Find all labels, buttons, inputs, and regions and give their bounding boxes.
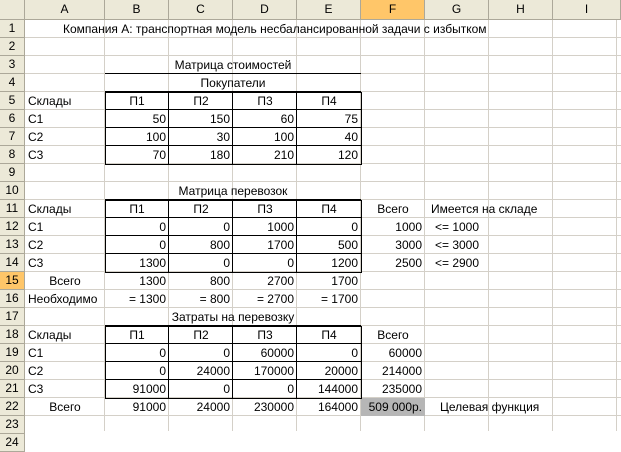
shipping-header-p4[interactable]: П4: [321, 202, 337, 216]
costs-cell[interactable]: 0: [223, 382, 230, 396]
table-border: [168, 200, 169, 273]
costs-cell[interactable]: 0: [287, 382, 294, 396]
cost-cell[interactable]: 100: [273, 130, 294, 144]
table-border: [105, 253, 361, 254]
shipping-total-header[interactable]: Всего: [377, 202, 409, 216]
column-header-f[interactable]: F: [361, 0, 425, 20]
costs-cell[interactable]: 60000: [260, 346, 294, 360]
shipping-cell[interactable]: 800: [209, 238, 230, 252]
table-border: [105, 343, 361, 344]
shipping-sum[interactable]: 1700: [331, 274, 358, 288]
costs-cell[interactable]: 20000: [324, 364, 358, 378]
costs-cell[interactable]: 170000: [253, 364, 294, 378]
costs-row-label[interactable]: С3: [28, 382, 44, 396]
shipping-row-label[interactable]: С2: [28, 238, 44, 252]
costs-sum[interactable]: 24000: [196, 400, 230, 414]
table-border: [232, 92, 233, 165]
table-border: [296, 92, 297, 165]
cost-cell[interactable]: 40: [344, 130, 358, 144]
column-header-e[interactable]: E: [297, 0, 361, 20]
row-header-1[interactable]: 1: [0, 20, 25, 38]
costs-cell[interactable]: 0: [159, 346, 166, 360]
table-border: [105, 235, 361, 236]
column-header-c[interactable]: C: [169, 0, 233, 20]
row-header-15[interactable]: 15: [0, 272, 25, 290]
costs-cell[interactable]: 0: [351, 346, 358, 360]
shipping-stock-limit[interactable]: <= 3000: [434, 238, 480, 252]
cost-cell[interactable]: 70: [152, 148, 166, 162]
shipping-sum[interactable]: 800: [209, 274, 230, 288]
cost-header-p1[interactable]: П1: [129, 94, 145, 108]
shipping-row-label[interactable]: С3: [28, 256, 44, 270]
table-border: [105, 109, 361, 110]
shipping-cell[interactable]: 1700: [267, 238, 294, 252]
column-header-b[interactable]: B: [105, 0, 169, 20]
shipping-cell[interactable]: 1000: [267, 220, 294, 234]
row-header-6[interactable]: 6: [0, 110, 25, 128]
row-header-16[interactable]: 16: [0, 290, 25, 308]
shipping-sum[interactable]: 2700: [267, 274, 294, 288]
row-header-8[interactable]: 8: [0, 146, 25, 164]
shipping-row-total[interactable]: 2500: [395, 256, 422, 270]
costs-header-p3[interactable]: П3: [257, 328, 273, 342]
cost-buyers-label[interactable]: Покупатели: [200, 76, 266, 90]
table-border: [168, 92, 169, 165]
row-header-14[interactable]: 14: [0, 254, 25, 272]
shipping-header-p2[interactable]: П2: [193, 202, 209, 216]
column-header-h[interactable]: H: [489, 0, 553, 20]
cost-cell[interactable]: 100: [145, 130, 166, 144]
shipping-row-total[interactable]: 3000: [395, 238, 422, 252]
cost-cell[interactable]: 120: [337, 148, 358, 162]
column-header-i[interactable]: I: [553, 0, 621, 20]
table-border: [232, 326, 233, 399]
shipping-header-p3[interactable]: П3: [257, 202, 273, 216]
gridline: [616, 20, 617, 431]
row-header-2[interactable]: 2: [0, 38, 25, 56]
shipping-header-p1[interactable]: П1: [129, 202, 145, 216]
costs-cell[interactable]: 0: [223, 346, 230, 360]
cost-header-p2[interactable]: П2: [193, 94, 209, 108]
cost-cell[interactable]: 75: [344, 112, 358, 126]
table-border: [105, 361, 361, 362]
table-border: [296, 200, 297, 273]
grand-total-cell[interactable]: 509 000р.: [361, 398, 425, 416]
row-header-7[interactable]: 7: [0, 128, 25, 146]
costs-sum-label[interactable]: Всего: [49, 400, 81, 414]
costs-cell[interactable]: 24000: [196, 364, 230, 378]
costs-header-p2[interactable]: П2: [193, 328, 209, 342]
row-header-21[interactable]: 21: [0, 380, 25, 398]
costs-row-total[interactable]: 60000: [388, 346, 422, 360]
shipping-stock-limit[interactable]: <= 2900: [434, 256, 480, 270]
cost-cell[interactable]: 180: [209, 148, 230, 162]
row-header-3[interactable]: 3: [0, 56, 25, 74]
shipping-sum-label[interactable]: Всего: [49, 274, 81, 288]
table-border: [105, 325, 361, 326]
row-header-23[interactable]: 23: [0, 416, 25, 434]
costs-sum[interactable]: 91000: [132, 400, 166, 414]
column-header-g[interactable]: G: [425, 0, 489, 20]
shipping-need[interactable]: = 800: [199, 292, 230, 306]
shipping-cell[interactable]: 0: [223, 220, 230, 234]
costs-warehouses-label[interactable]: Склады: [28, 328, 72, 342]
row-header-12[interactable]: 12: [0, 218, 25, 236]
table-border: [296, 326, 297, 399]
shipping-cell[interactable]: 0: [159, 220, 166, 234]
row-header-17[interactable]: 17: [0, 308, 25, 326]
cost-matrix-title[interactable]: Матрица стоимостей: [174, 58, 292, 72]
shipping-sum[interactable]: 1300: [139, 274, 166, 288]
shipping-cell[interactable]: 500: [337, 238, 358, 252]
table-border: [105, 199, 361, 200]
costs-cell[interactable]: 144000: [317, 382, 358, 396]
shipping-cell[interactable]: 1300: [139, 256, 166, 270]
shipping-cell[interactable]: 0: [351, 220, 358, 234]
row-header-11[interactable]: 11: [0, 200, 25, 218]
costs-total-header[interactable]: Всего: [377, 328, 409, 342]
costs-row-label[interactable]: С2: [28, 364, 44, 378]
table-border: [105, 217, 361, 218]
shipping-stock-header[interactable]: Имеется на складе: [431, 202, 538, 216]
row-header-20[interactable]: 20: [0, 362, 25, 380]
shipping-cell[interactable]: 1200: [331, 256, 358, 270]
shipping-need-label[interactable]: Необходимо: [28, 292, 98, 306]
row-header-9[interactable]: 9: [0, 164, 25, 182]
column-header-a[interactable]: A: [25, 0, 105, 20]
cost-cell[interactable]: 210: [273, 148, 294, 162]
shipping-cell[interactable]: 0: [159, 238, 166, 252]
row-header-18[interactable]: 18: [0, 326, 25, 344]
shipping-need[interactable]: = 1300: [128, 292, 166, 306]
cost-header-p3[interactable]: П3: [257, 94, 273, 108]
cost-cell[interactable]: 50: [152, 112, 166, 126]
shipping-matrix-title[interactable]: Матрица перевозок: [178, 184, 288, 198]
costs-cell[interactable]: 91000: [132, 382, 166, 396]
cost-row-label[interactable]: С1: [28, 112, 44, 126]
costs-row-total[interactable]: 235000: [381, 382, 422, 396]
shipping-cell[interactable]: 0: [223, 256, 230, 270]
shipping-warehouses-label[interactable]: Склады: [28, 202, 72, 216]
row-header-13[interactable]: 13: [0, 236, 25, 254]
cost-row-label[interactable]: С3: [28, 148, 44, 162]
table-border: [232, 200, 233, 273]
column-header-d[interactable]: D: [233, 0, 297, 20]
costs-cell[interactable]: 0: [159, 364, 166, 378]
costs-sum[interactable]: 230000: [253, 400, 294, 414]
cost-warehouses-label[interactable]: Склады: [28, 94, 72, 108]
table-border: [105, 91, 361, 92]
costs-row-label[interactable]: С1: [28, 346, 44, 360]
cost-row-label[interactable]: С2: [28, 130, 44, 144]
cost-cell[interactable]: 150: [209, 112, 230, 126]
row-header-5[interactable]: 5: [0, 92, 25, 110]
costs-header-p1[interactable]: П1: [129, 328, 145, 342]
costs-row-total[interactable]: 214000: [381, 364, 422, 378]
costs-table-title[interactable]: Затраты на перевозку: [171, 310, 295, 324]
cost-cell[interactable]: 30: [216, 130, 230, 144]
row-header-22[interactable]: 22: [0, 398, 25, 416]
row-header-19[interactable]: 19: [0, 344, 25, 362]
table-border: [105, 145, 361, 146]
row-header-24[interactable]: 24: [0, 434, 25, 452]
shipping-need[interactable]: = 2700: [256, 292, 294, 306]
table-border: [105, 73, 361, 74]
table-border: [105, 379, 361, 380]
costs-sum[interactable]: 164000: [317, 400, 358, 414]
objective-label[interactable]: Целевая функция: [440, 400, 540, 414]
sheet-title[interactable]: Компания А: транспортная модель несбалансированной задачи с избытком: [63, 22, 487, 36]
table-border: [168, 326, 169, 399]
shipping-stock-limit[interactable]: <= 1000: [434, 220, 480, 234]
row-header-4[interactable]: 4: [0, 74, 25, 92]
cost-cell[interactable]: 60: [280, 112, 294, 126]
row-header-10[interactable]: 10: [0, 182, 25, 200]
select-all-corner[interactable]: [0, 0, 25, 20]
shipping-need[interactable]: = 1700: [320, 292, 358, 306]
cost-header-p4[interactable]: П4: [321, 94, 337, 108]
shipping-cell[interactable]: 0: [287, 256, 294, 270]
gridline: [552, 20, 553, 431]
costs-header-p4[interactable]: П4: [321, 328, 337, 342]
table-border: [105, 127, 361, 128]
shipping-row-total[interactable]: 1000: [395, 220, 422, 234]
shipping-row-label[interactable]: С1: [28, 220, 44, 234]
